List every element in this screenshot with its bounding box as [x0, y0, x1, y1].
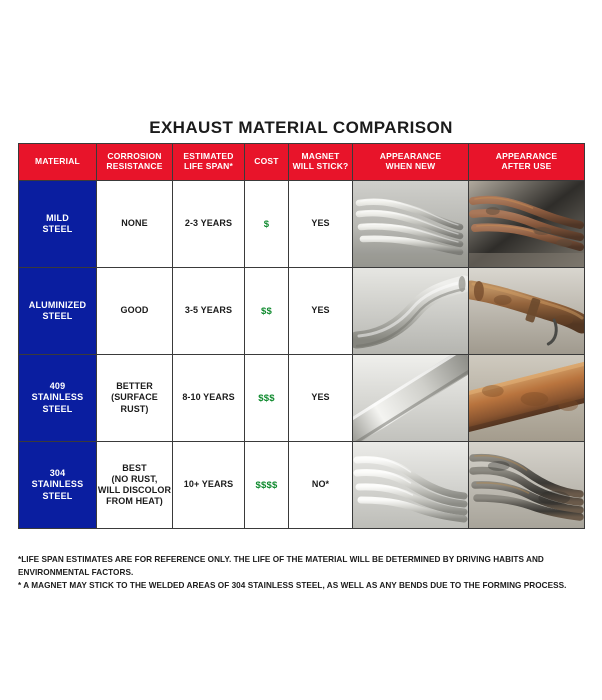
header-line: MATERIAL	[35, 156, 80, 167]
column-header-magnet-will-stick	[289, 144, 353, 181]
cell-material	[19, 355, 97, 442]
corrosion-line: (SURFACE	[111, 392, 158, 403]
material-line: 304	[49, 468, 66, 479]
header-line: APPEARANCE	[379, 151, 442, 162]
cell-life-span: 3-5 YEARS	[173, 268, 245, 355]
material-line: STAINLESS	[31, 479, 84, 490]
corrosion-line: BETTER	[116, 381, 153, 392]
corrosion-line: FROM HEAT)	[106, 496, 163, 507]
cell-material	[19, 181, 97, 268]
corrosion-line: GOOD	[120, 305, 149, 316]
footnote-lifespan: *LIFE SPAN ESTIMATES ARE FOR REFERENCE ONLY. THE LIFE OF THE MATERIAL WILL BE DETERMINED BY DRIVING HABITS AND ENVIRONMENTAL FACTORS.	[18, 555, 544, 578]
rusted-steel-header-photo	[469, 181, 584, 267]
cell-corrosion-resistance	[97, 355, 173, 442]
cell-appearance-when-new	[353, 355, 469, 442]
cell-life-span: 8-10 YEARS	[173, 355, 245, 442]
shiny-steel-header-photo	[353, 181, 468, 267]
header-line: AFTER USE	[501, 161, 552, 171]
corrosion-line: WILL DISCOLOR	[97, 485, 172, 495]
cell-life-span: 10+ YEARS	[173, 442, 245, 529]
cell-cost: $$$	[245, 355, 289, 442]
polished-stainless-header-photo	[353, 442, 468, 528]
cell-magnet: NO*	[289, 442, 353, 529]
corrosion-line: BEST	[122, 462, 147, 473]
heat-discolored-stainless-header-photo	[469, 442, 584, 528]
cell-cost: $$$$	[245, 442, 289, 529]
table-row	[19, 181, 585, 268]
stainless-straight-pipe-photo	[353, 355, 468, 441]
column-header-cost	[245, 144, 289, 181]
material-line: STEEL	[42, 311, 73, 321]
cell-appearance-when-new	[353, 268, 469, 355]
cell-magnet: YES	[289, 181, 353, 268]
table-header-row	[19, 144, 585, 181]
footnotes	[18, 553, 584, 592]
aluminized-bent-pipe-photo	[353, 268, 468, 354]
cell-appearance-after-use	[469, 268, 585, 355]
table-row	[19, 355, 585, 442]
cell-cost: $	[245, 181, 289, 268]
cell-appearance-after-use	[469, 442, 585, 529]
cell-corrosion-resistance	[97, 442, 173, 529]
material-line: STEEL	[42, 403, 73, 414]
page-title: EXHAUST MATERIAL COMPARISON	[149, 118, 453, 137]
header-line: LIFE SPAN*	[183, 161, 234, 171]
corrosion-line: NONE	[121, 218, 148, 229]
corrosion-line: RUST)	[120, 403, 149, 414]
column-header-appearance-when-new	[353, 144, 469, 181]
header-line: ESTIMATED	[183, 151, 234, 162]
cell-material	[19, 442, 97, 529]
exhaust-material-comparison-table	[18, 143, 585, 529]
header-line: WILL STICK?	[292, 161, 349, 171]
header-line: APPEARANCE	[495, 151, 558, 162]
cell-magnet: YES	[289, 268, 353, 355]
cell-appearance-when-new	[353, 181, 469, 268]
cell-material	[19, 268, 97, 355]
header-line: WHEN NEW	[385, 161, 436, 171]
footnote-magnet: * A MAGNET MAY STICK TO THE WELDED AREAS OF 304 STAINLESS STEEL, AS WELL AS ANY BENDS DUE TO THE FORMING PROCESS.	[18, 581, 567, 591]
material-line: STEEL	[42, 224, 73, 234]
header-line: CORROSION	[107, 151, 162, 162]
material-line: ALUMINIZED	[28, 299, 87, 310]
column-header-corrosion-resistance	[97, 144, 173, 181]
cell-life-span: 2-3 YEARS	[173, 181, 245, 268]
column-header-estimated-life-span	[173, 144, 245, 181]
cell-appearance-when-new	[353, 442, 469, 529]
column-header-appearance-after-use	[469, 144, 585, 181]
material-line: STAINLESS	[31, 392, 84, 403]
header-line: COST	[254, 156, 279, 167]
header-line: RESISTANCE	[106, 161, 163, 171]
table-row	[19, 268, 585, 355]
material-line: MILD	[46, 212, 69, 223]
cell-appearance-after-use	[469, 181, 585, 268]
material-line: 409	[49, 381, 66, 392]
rusted-aluminized-pipe-photo	[469, 268, 584, 354]
cell-appearance-after-use	[469, 355, 585, 442]
cell-corrosion-resistance	[97, 268, 173, 355]
surface-rusted-stainless-pipe-photo	[469, 355, 584, 441]
cell-cost: $$	[245, 268, 289, 355]
header-line: MAGNET	[301, 151, 340, 162]
material-line: STEEL	[42, 490, 73, 501]
cell-magnet: YES	[289, 355, 353, 442]
cell-corrosion-resistance	[97, 181, 173, 268]
corrosion-line: (NO RUST,	[111, 473, 158, 484]
table-row	[19, 442, 585, 529]
column-header-material	[19, 144, 97, 181]
